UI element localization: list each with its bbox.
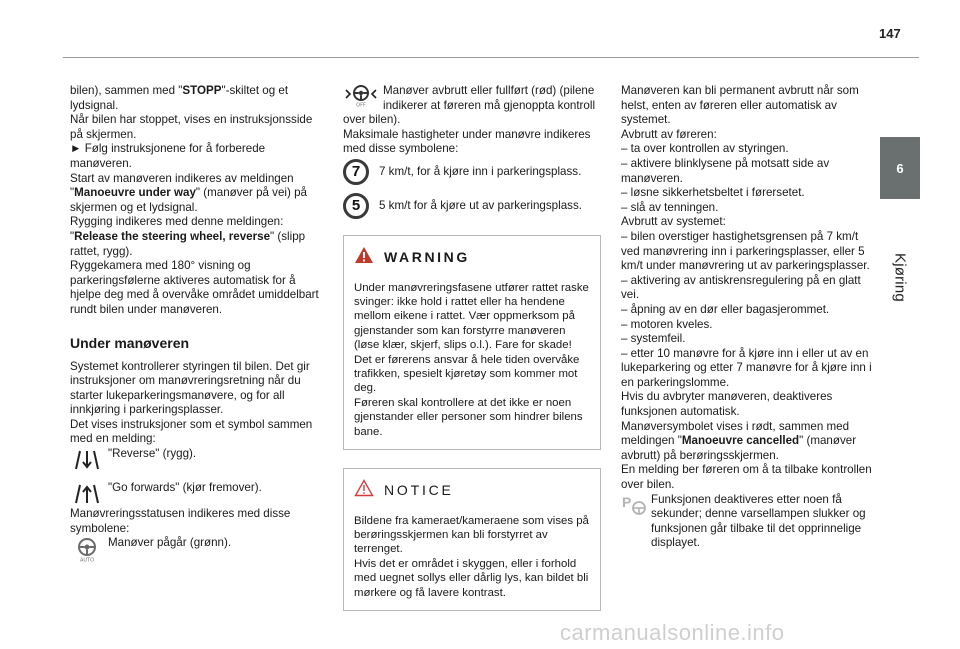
system-cancel-item: – åpning av en dør eller bagasjerommet. <box>621 302 830 316</box>
driver-cancel-item: – aktivere blinklysene på motsatt side av manøveren. <box>621 156 830 185</box>
auto-caption: AUTO <box>79 557 95 563</box>
column-1 <box>70 84 324 562</box>
warning-title: WARNING <box>384 248 470 265</box>
chapter-tab[interactable]: 6 <box>880 137 920 199</box>
warning-body: Under manøvreringsfasene utfører rattet raske svinger: ikke hold i rattet eller ha hendene mellom eikene i rattet. Vær oppmerksom på gjenstander som kan forstyrre manøveren (løse klær, skjerf, slips o.l.). Fare for skade! Det er førerens ansvar å hele tiden overvåke trafikken, spesielt kjøretøy som kommer mot deg. Føreren skal kontrollere at det ikke er noen gjenstander eller personer som hindrer bilens bane. <box>354 281 589 438</box>
driver-cancel-item: – løsne sikkerhetsbeltet i førersetet. <box>621 186 805 200</box>
paragraph-take-control: En melding ber føreren om å ta tilbake kontrollen over bilen. <box>621 463 872 492</box>
warning-triangle-icon <box>354 246 374 269</box>
notice-header <box>344 469 600 510</box>
notice-triangle-icon <box>354 479 374 502</box>
driver-cancel-heading: Avbrutt av føreren: <box>621 127 717 141</box>
paragraph-release-wheel: "Release the steering wheel, reverse" (slipp rattet, rygg). <box>70 229 306 258</box>
forward-instruction: "Go forwards" (kjør fremover). <box>70 481 324 507</box>
top-rule <box>63 57 919 58</box>
reverse-instruction: "Reverse" (rygg). <box>70 447 324 473</box>
system-cancel-heading: Avbrutt av systemet: <box>621 215 726 229</box>
reverse-arrow-icon <box>70 447 104 473</box>
paragraph-permanent-cancel: Manøveren kan bli permanent avbrutt når som helst, enten av føreren eller automatisk av systemet. <box>621 84 859 127</box>
system-cancel-item: – aktivering av antiskrensregulering på en glatt vei. <box>621 273 861 302</box>
speed-entry-5: 5 5 km/t for å kjøre ut av parkeringsplass. <box>343 191 601 221</box>
column-3 <box>621 84 876 551</box>
notice-box <box>343 468 601 611</box>
system-cancel-item: – systemfeil. <box>621 332 686 346</box>
column-2 <box>343 84 601 611</box>
paragraph-start-message: Start av manøveren indikeres av meldingen "Manoeuvre under way" (manøver på vei) på skjermen og et lydsignal. <box>70 171 307 214</box>
driver-cancel-item: – slå av tenningen. <box>621 200 719 214</box>
system-cancel-item: – bilen overstiger hastighetsgrensen på 7 km/t ved manøvrering inn i parkeringsplasser, eller 5 km/t under manøvrering ut av parkeringsplasser. <box>621 229 870 273</box>
chapter-title <box>880 232 920 322</box>
paragraph-speed-intro: Maksimale hastigheter under manøvre indikeres med disse symbolene: <box>343 127 591 156</box>
chapter-title-text: Kjøring <box>891 252 909 302</box>
driver-cancel-item: – ta over kontrollen av styringen. <box>621 142 789 156</box>
warning-box <box>343 235 601 450</box>
paragraph-cancelled-message: Manøversymbolet vises i rødt, sammen med meldingen "Manoeuvre cancelled" (manøver avbrutt) på berøringsskjermen. <box>621 419 857 462</box>
paragraph-camera: Ryggekamera med 180° visning og parkeringsfølerne aktiveres automatisk for å hjelpe deg med å overvåke området umiddelbart rundt bilen under manøveren. <box>70 259 319 316</box>
paragraph-stop: bilen), sammen med "STOPP"-skiltet og et lydsignal. <box>70 84 289 112</box>
forward-arrow-icon <box>70 481 104 507</box>
notice-title: NOTICE <box>384 482 454 499</box>
steering-auto-icon <box>70 536 104 562</box>
speed-entry-7: 7 7 km/t, for å kjøre inn i parkeringsplass. <box>343 157 601 187</box>
paragraph-symbol-message: Det vises instruksjoner som et symbol sammen med en melding: <box>70 417 313 446</box>
park-assist-lamp-icon <box>621 493 649 517</box>
system-cancel-item: – motoren kveles. <box>621 317 713 331</box>
paragraph-follow-instructions: ► Følg instruksjonene for å forberede manøveren. <box>70 142 266 170</box>
paragraph-function-deactivates: P Funksjonen deaktiveres etter noen få sekunder; denne varsellampen slukker og funksjonen går tilbake til det opprinnelige displayet. <box>622 492 866 550</box>
system-cancel-item: – etter 10 manøvre for å kjøre inn i eller ut av en lukeparkering og etter 7 manøvre for å kjøre inn i en parkeringslomme. <box>621 346 872 389</box>
paragraph-reverse-intro: Rygging indikeres med denne meldingen: <box>70 215 284 229</box>
paragraph-stopped-status: OFF Manøver avbrutt eller fullført (rød) (pilene indikerer at føreren må gjenoppta kontroll over bilen). <box>343 84 596 127</box>
warning-header <box>344 236 600 277</box>
paragraph-deactivated: Hvis du avbryter manøveren, deaktiveres funksjonen automatisk. <box>621 390 833 419</box>
svg-text:P: P <box>622 493 632 510</box>
notice-body: Bildene fra kameraet/kameraene som vises på berøringsskjermen kan bli forstyrret av terrenget. Hvis det er området i skyggen, eller i forhold med uegnet sollys eller dårlig lys, kan bildet bli mørkere og få lavere kontrast. <box>354 514 589 599</box>
page-number: 147 <box>879 26 901 41</box>
steering-off-icon <box>343 84 379 106</box>
speed-7-icon: 7 <box>343 159 369 185</box>
off-caption: OFF <box>356 102 366 107</box>
section-heading: Under manøveren <box>70 334 190 351</box>
paragraph-system-control: Systemet kontrollerer styringen til bilen. Det gir instruksjoner om manøvreringsretning når du starter lukeparkeringsmanøvere, og for all innkjøring i parkeringsplasser. <box>70 359 310 417</box>
in-progress-status: AUTO Manøver pågår (grønn). <box>70 536 324 562</box>
speed-5-icon: 5 <box>343 193 369 219</box>
paragraph-instruction-page: Når bilen har stoppet, vises en instruksjonsside på skjermen. <box>70 113 313 141</box>
paragraph-status-symbols: Manøvreringsstatusen indikeres med disse symbolene: <box>70 507 291 535</box>
watermark: carmanualsonline.info <box>560 620 785 645</box>
